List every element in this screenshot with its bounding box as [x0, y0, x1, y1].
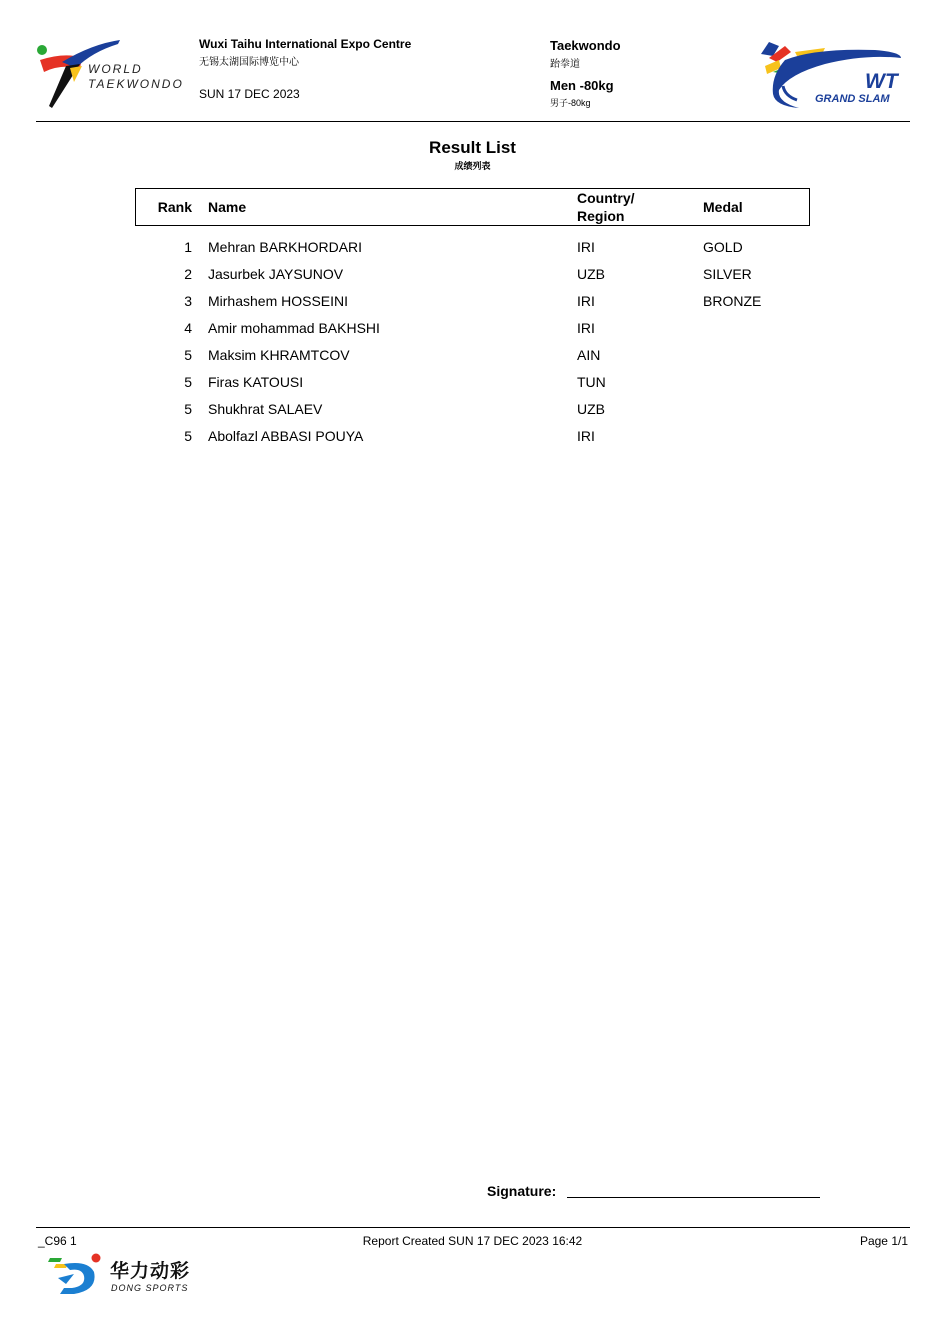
country-cell: IRI	[577, 293, 595, 309]
venue-cn: 无锡太湖国际博览中心	[199, 57, 299, 68]
report-title: Result List	[429, 138, 516, 157]
medal-cell: SILVER	[703, 266, 752, 282]
rank-cell: 2	[184, 266, 192, 282]
col-name-header: Name	[208, 199, 247, 215]
name-cell: Jasurbek JAYSUNOV	[208, 266, 344, 282]
header-divider	[36, 121, 910, 122]
sport-en: Taekwondo	[550, 38, 621, 53]
grand-slam-text: GRAND SLAM	[815, 93, 890, 105]
event-cn: 男子-80kg	[550, 98, 591, 108]
footer-divider	[36, 1227, 910, 1228]
name-cell: Amir mohammad BAKHSHI	[208, 320, 380, 336]
venue-en: Wuxi Taihu International Expo Centre	[199, 37, 412, 51]
country-cell: UZB	[577, 266, 605, 282]
rank-cell: 1	[184, 239, 192, 255]
col-country-header-line1: Country/	[577, 190, 635, 206]
rank-cell: 4	[184, 320, 192, 336]
table-row	[136, 372, 810, 399]
table-header	[135, 188, 810, 226]
page-number: Page 1/1	[859, 1234, 908, 1248]
col-country-header-line2: Region	[577, 208, 625, 224]
report-created: Report Created SUN 17 DEC 2023 16:42	[362, 1234, 583, 1248]
country-cell: IRI	[577, 239, 595, 255]
medal-cell: BRONZE	[703, 293, 762, 309]
country-cell: AIN	[577, 347, 601, 363]
table-row	[136, 264, 810, 291]
report-code: _C96 1	[38, 1234, 77, 1248]
country-cell: UZB	[577, 401, 605, 417]
name-cell: Abolfazl ABBASI POUYA	[208, 428, 364, 444]
rank-cell: 3	[184, 293, 192, 309]
rank-cell: 5	[184, 374, 192, 390]
sponsor-name-en: DONG SPORTS	[111, 1283, 189, 1293]
grand-slam-wt: WT	[865, 70, 898, 93]
table-row	[136, 291, 810, 318]
sponsor-name-cn: 华力动彩	[110, 1261, 191, 1282]
table-row	[136, 237, 810, 264]
medal-cell: GOLD	[703, 239, 743, 255]
sponsor-logo	[44, 1252, 214, 1298]
world-taekwondo-logo	[36, 38, 192, 110]
dong-sports-emblem-icon	[44, 1252, 102, 1298]
table-row	[136, 426, 810, 453]
rank-cell: 5	[184, 401, 192, 417]
country-cell: TUN	[577, 374, 606, 390]
grand-slam-logo	[755, 38, 909, 112]
report-title-cn: 成绩列表	[454, 161, 491, 171]
col-rank-header: Rank	[157, 199, 192, 215]
table-row	[136, 399, 810, 426]
table-row	[136, 318, 810, 345]
name-cell: Mehran BARKHORDARI	[208, 239, 363, 255]
name-cell: Shukhrat SALAEV	[208, 401, 323, 417]
name-cell: Mirhashem HOSSEINI	[208, 293, 349, 309]
sport-cn: 跆拳道	[550, 59, 580, 70]
name-cell: Maksim KHRAMTCOV	[208, 347, 350, 363]
rank-cell: 5	[184, 347, 192, 363]
event-en: Men -80kg	[550, 78, 614, 93]
rank-cell: 5	[184, 428, 192, 444]
signature-line	[567, 1197, 820, 1198]
event-date: SUN 17 DEC 2023	[199, 87, 300, 101]
col-medal-header: Medal	[703, 199, 743, 215]
country-cell: IRI	[577, 320, 595, 336]
signature-label: Signature:	[487, 1183, 557, 1199]
org-logo-line1: WORLD	[88, 62, 143, 76]
table-row	[136, 345, 810, 372]
country-cell: IRI	[577, 428, 595, 444]
org-logo-line2: TAEKWONDO	[88, 77, 184, 91]
name-cell: Firas KATOUSI	[208, 374, 304, 390]
